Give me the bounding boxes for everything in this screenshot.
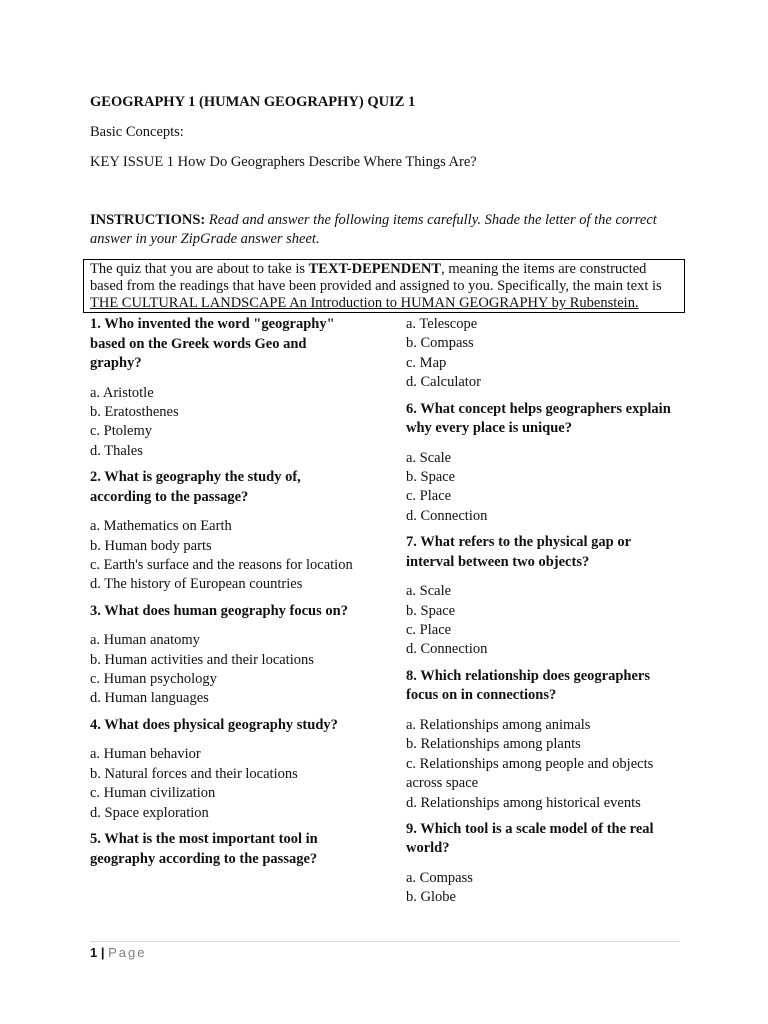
instructions [90,211,680,249]
question-text: 3. What does human geography focus on? [90,602,348,619]
answer-option: c. Human psychology [90,671,217,688]
answer-option: a. Relationships among animals [406,716,591,733]
answer-option: d. Relationships among historical events [406,794,641,811]
subtitle: Basic Concepts: [90,124,184,140]
answer-option: c. Human civilization [90,785,216,802]
answer-option: b. Eratosthenes [90,403,179,420]
question-text: 7. What refers to the physical gap or interval between two objects? [406,534,631,570]
answer-option: b. Space [406,602,456,619]
answer-option: a. Compass [406,869,473,886]
page-footer [90,945,146,960]
notice-part1: The quiz that you are about to take is [90,261,309,277]
answer-option: a. Mathematics on Earth [90,518,232,535]
answer-option: d. Connection [406,507,488,524]
answer-option: b. Natural forces and their locations [90,765,298,782]
answer-option: d. Human languages [90,690,209,707]
answer-option: d. Calculator [406,374,481,391]
answer-option: c. Relationships among people and objects across space [406,755,654,792]
answer-option: c. Place [406,488,452,505]
instructions-text: Read and answer the following items carefully. Shade the letter of the correct answer in your ZipGrade answer sheet. [90,212,657,247]
question-text: 4. What does physical geography study? [90,716,338,733]
question-text: 8. Which relationship does geographers focus on in connections? [406,667,650,704]
question-block [90,602,360,709]
answer-option: a. Scale [406,449,452,466]
answer-option: d. Thales [90,442,143,459]
question-5-options-continued [406,315,676,393]
footer-rule [90,941,680,942]
question-text: 9. Which tool is a scale model of the real world? [406,820,654,857]
question-block [90,830,360,869]
answer-option: b. Relationships among plants [406,736,581,753]
right-question-column [406,315,676,915]
answer-option: b. Human body parts [90,537,212,554]
question-text: 2. What is geography the study of, according to the passage? [90,469,301,505]
answer-option: a. Scale [406,583,452,600]
answer-option: a. Telescope [406,316,478,332]
page-number: 1 [90,945,98,960]
notice-bold: TEXT-DEPENDENT [308,261,442,277]
question-block [406,533,676,660]
answer-option: b. Compass [406,335,474,352]
answer-option: d. The history of European countries [90,576,303,593]
quiz-title: GEOGRAPHY 1 (HUMAN GEOGRAPHY) QUIZ 1 [90,94,416,110]
key-issue: KEY ISSUE 1 How Do Geographers Describe Where Things Are? [90,154,477,170]
question-block [406,667,676,813]
answer-option: a. Human behavior [90,746,201,763]
question-text: 6. What concept helps geographers explain why every place is unique? [406,400,671,437]
question-block [406,820,676,908]
question-block [90,315,360,461]
instructions-label: INSTRUCTIONS: [90,212,206,228]
page-label: Page [108,945,147,960]
answer-option: c. Place [406,622,452,639]
answer-option: a. Aristotle [90,384,154,401]
left-question-column [90,315,360,879]
answer-option: a. Human anatomy [90,632,200,649]
question-block [406,400,676,527]
answer-option: d. Space exploration [90,804,209,821]
question-text: 5. What is the most important tool in geography according to the passage? [90,831,318,867]
answer-option: d. Connection [406,641,488,658]
notice-main-text: THE CULTURAL LANDSCAPE An Introduction to HUMAN GEOGRAPHY by Rubenstein. [90,295,639,311]
answer-option: b. Human activities and their locations [90,651,314,668]
answer-option: c. Ptolemy [90,423,153,440]
page-separator: | [97,945,109,960]
answer-option: b. Globe [406,889,456,906]
text-dependent-notice [83,259,685,313]
answer-option: c. Map [406,354,447,371]
question-text: 1. Who invented the word "geography" based on the Greek words Geo and graphy? [90,316,335,371]
question-block [90,468,360,595]
notice-part2: , meaning the items are constructed based from the readings that have been provided and assigned to you. Specifically, the main text is [90,261,662,294]
answer-option: c. Earth's surface and the reasons for location [90,556,353,573]
question-block [90,716,360,823]
answer-option: b. Space [406,469,456,486]
